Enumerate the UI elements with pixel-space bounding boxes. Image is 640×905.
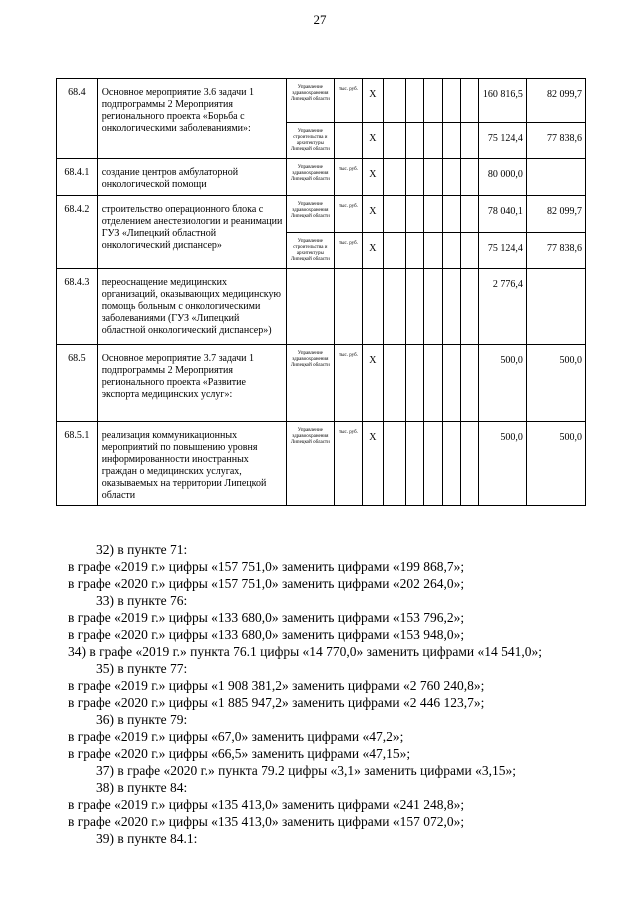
empty-cell bbox=[424, 345, 442, 422]
empty-cell bbox=[460, 196, 478, 233]
empty-cell bbox=[405, 269, 423, 345]
empty-cell bbox=[424, 159, 442, 196]
empty-cell bbox=[424, 422, 442, 506]
value-2019-cell: 75 124,4 bbox=[479, 233, 527, 269]
empty-cell bbox=[405, 422, 423, 506]
table-row bbox=[57, 196, 586, 233]
item-number: 68.4.2 bbox=[57, 196, 98, 269]
value-2019-cell: 78 040,1 bbox=[479, 196, 527, 233]
unit-cell bbox=[334, 269, 362, 345]
item-number: 68.5.1 bbox=[57, 422, 98, 506]
empty-cell bbox=[424, 233, 442, 269]
empty-cell bbox=[405, 196, 423, 233]
unit-cell: тыс. руб. bbox=[334, 79, 362, 123]
amendment-line: в графе «2019 г.» цифры «1 908 381,2» заменить цифрами «2 760 240,8»; bbox=[68, 678, 485, 693]
table-row bbox=[57, 159, 586, 196]
empty-cell bbox=[405, 159, 423, 196]
table-row bbox=[57, 422, 586, 506]
executor-cell bbox=[286, 269, 334, 345]
value-2019-cell: 500,0 bbox=[479, 422, 527, 506]
amendment-line: в графе «2020 г.» цифры «135 413,0» заменить цифрами «157 072,0»; bbox=[68, 814, 465, 829]
empty-cell bbox=[442, 159, 460, 196]
empty-cell bbox=[442, 345, 460, 422]
value-2020-cell: 500,0 bbox=[526, 345, 585, 422]
amendment-line: в графе «2020 г.» цифры «1 885 947,2» заменить цифрами «2 446 123,7»; bbox=[68, 695, 485, 710]
item-number: 68.4.1 bbox=[57, 159, 98, 196]
value-2020-cell bbox=[526, 159, 585, 196]
empty-cell bbox=[460, 123, 478, 159]
x-mark-cell: X bbox=[363, 159, 383, 196]
item-number: 68.4 bbox=[57, 79, 98, 159]
amendment-line: в графе «2020 г.» цифры «133 680,0» заменить цифрами «153 948,0»; bbox=[68, 627, 465, 642]
amendment-line: 39) в пункте 84.1: bbox=[96, 831, 198, 846]
executor-cell: Управление здравоохранения Липецкой области bbox=[286, 422, 334, 506]
value-2019-cell: 80 000,0 bbox=[479, 159, 527, 196]
value-2019-cell: 75 124,4 bbox=[479, 123, 527, 159]
item-name: реализация коммуникационных мероприятий по повышению уровня информированности иностранных граждан о медицинских услугах, оказываемых на территории Липецкой области bbox=[97, 422, 286, 506]
empty-cell bbox=[442, 79, 460, 123]
executor-cell: Управление строительства и архитектуры Липецкой области bbox=[286, 233, 334, 269]
unit-cell: тыс. руб. bbox=[334, 196, 362, 233]
value-2019-cell: 500,0 bbox=[479, 345, 527, 422]
executor-cell: Управление здравоохранения Липецкой области bbox=[286, 159, 334, 196]
amendment-line: 36) в пункте 79: bbox=[96, 712, 188, 727]
value-2020-cell bbox=[526, 269, 585, 345]
unit-cell: тыс. руб. bbox=[334, 159, 362, 196]
x-mark-cell bbox=[363, 269, 383, 345]
empty-cell bbox=[442, 422, 460, 506]
empty-cell bbox=[383, 79, 405, 123]
executor-cell: Управление здравоохранения Липецкой области bbox=[286, 345, 334, 422]
empty-cell bbox=[460, 79, 478, 123]
empty-cell bbox=[383, 196, 405, 233]
value-2019-cell: 160 816,5 bbox=[479, 79, 527, 123]
executor-cell: Управление строительства и архитектуры Липецкой области bbox=[286, 123, 334, 159]
empty-cell bbox=[424, 269, 442, 345]
amendment-line: 35) в пункте 77: bbox=[96, 661, 188, 676]
x-mark-cell: X bbox=[363, 422, 383, 506]
item-name: Основное мероприятие 3.7 задачи 1 подпрограммы 2 Мероприятия регионального проекта «Развитие экспорта медицинских услуг»: bbox=[97, 345, 286, 422]
empty-cell bbox=[405, 123, 423, 159]
item-name: переоснащение медицинских организаций, оказывающих медицинскую помощь больным с онкологическими заболеваниями (ГУЗ «Липецкий областной онкологический диспансер») bbox=[97, 269, 286, 345]
table-row bbox=[57, 345, 586, 422]
amendment-line: в графе «2019 г.» цифры «67,0» заменить цифрами «47,2»; bbox=[68, 729, 404, 744]
empty-cell bbox=[383, 233, 405, 269]
x-mark-cell: X bbox=[363, 123, 383, 159]
table-row bbox=[57, 269, 586, 345]
empty-cell bbox=[405, 233, 423, 269]
amendment-line: 38) в пункте 84: bbox=[96, 780, 188, 795]
x-mark-cell: X bbox=[363, 79, 383, 123]
table-row bbox=[57, 79, 586, 123]
executor-cell: Управление здравоохранения Липецкой области bbox=[286, 196, 334, 233]
empty-cell bbox=[383, 345, 405, 422]
empty-cell bbox=[405, 79, 423, 123]
value-2019-cell: 2 776,4 bbox=[479, 269, 527, 345]
x-mark-cell: X bbox=[363, 233, 383, 269]
empty-cell bbox=[383, 159, 405, 196]
amendment-line: 34) в графе «2019 г.» пункта 76.1 цифры «14 770,0» заменить цифрами «14 541,0»; bbox=[68, 644, 543, 659]
empty-cell bbox=[424, 79, 442, 123]
empty-cell bbox=[460, 269, 478, 345]
empty-cell bbox=[442, 269, 460, 345]
unit-cell: тыс. руб. bbox=[334, 345, 362, 422]
empty-cell bbox=[460, 345, 478, 422]
amendment-line: 37) в графе «2020 г.» пункта 79.2 цифры «3,1» заменить цифрами «3,15»; bbox=[96, 763, 517, 778]
value-2020-cell: 82 099,7 bbox=[526, 196, 585, 233]
executor-cell: Управление здравоохранения Липецкой области bbox=[286, 79, 334, 123]
empty-cell bbox=[383, 269, 405, 345]
unit-cell bbox=[334, 123, 362, 159]
item-number: 68.4.3 bbox=[57, 269, 98, 345]
empty-cell bbox=[424, 123, 442, 159]
amendment-line: в графе «2020 г.» цифры «66,5» заменить цифрами «47,15»; bbox=[68, 746, 411, 761]
empty-cell bbox=[442, 196, 460, 233]
item-number: 68.5 bbox=[57, 345, 98, 422]
program-table bbox=[56, 78, 586, 506]
amendment-line: в графе «2019 г.» цифры «135 413,0» заменить цифрами «241 248,8»; bbox=[68, 797, 465, 812]
value-2020-cell: 82 099,7 bbox=[526, 79, 585, 123]
amendments-text bbox=[68, 541, 598, 847]
item-name: создание центров амбулаторной онкологической помощи bbox=[97, 159, 286, 196]
item-name: Основное мероприятие 3.6 задачи 1 подпрограммы 2 Мероприятия регионального проекта «Борьба с онкологическими заболеваниями»: bbox=[97, 79, 286, 159]
empty-cell bbox=[424, 196, 442, 233]
value-2020-cell: 500,0 bbox=[526, 422, 585, 506]
x-mark-cell: X bbox=[363, 196, 383, 233]
amendment-line: 32) в пункте 71: bbox=[96, 542, 188, 557]
item-name: строительство операционного блока с отделением анестезиологии и реанимации ГУЗ «Липецкий областной онкологический диспансер» bbox=[97, 196, 286, 269]
x-mark-cell: X bbox=[363, 345, 383, 422]
empty-cell bbox=[383, 422, 405, 506]
amendment-line: в графе «2020 г.» цифры «157 751,0» заменить цифрами «202 264,0»; bbox=[68, 576, 465, 591]
amendment-line: в графе «2019 г.» цифры «133 680,0» заменить цифрами «153 796,2»; bbox=[68, 610, 465, 625]
empty-cell bbox=[460, 422, 478, 506]
empty-cell bbox=[460, 159, 478, 196]
empty-cell bbox=[460, 233, 478, 269]
unit-cell: тыс. руб. bbox=[334, 422, 362, 506]
amendment-line: в графе «2019 г.» цифры «157 751,0» заменить цифрами «199 868,7»; bbox=[68, 559, 465, 574]
value-2020-cell: 77 838,6 bbox=[526, 123, 585, 159]
page-number: 27 bbox=[313, 12, 327, 27]
empty-cell bbox=[442, 123, 460, 159]
unit-cell: тыс. руб. bbox=[334, 233, 362, 269]
empty-cell bbox=[442, 233, 460, 269]
value-2020-cell: 77 838,6 bbox=[526, 233, 585, 269]
empty-cell bbox=[405, 345, 423, 422]
amendment-line: 33) в пункте 76: bbox=[96, 593, 188, 608]
empty-cell bbox=[383, 123, 405, 159]
